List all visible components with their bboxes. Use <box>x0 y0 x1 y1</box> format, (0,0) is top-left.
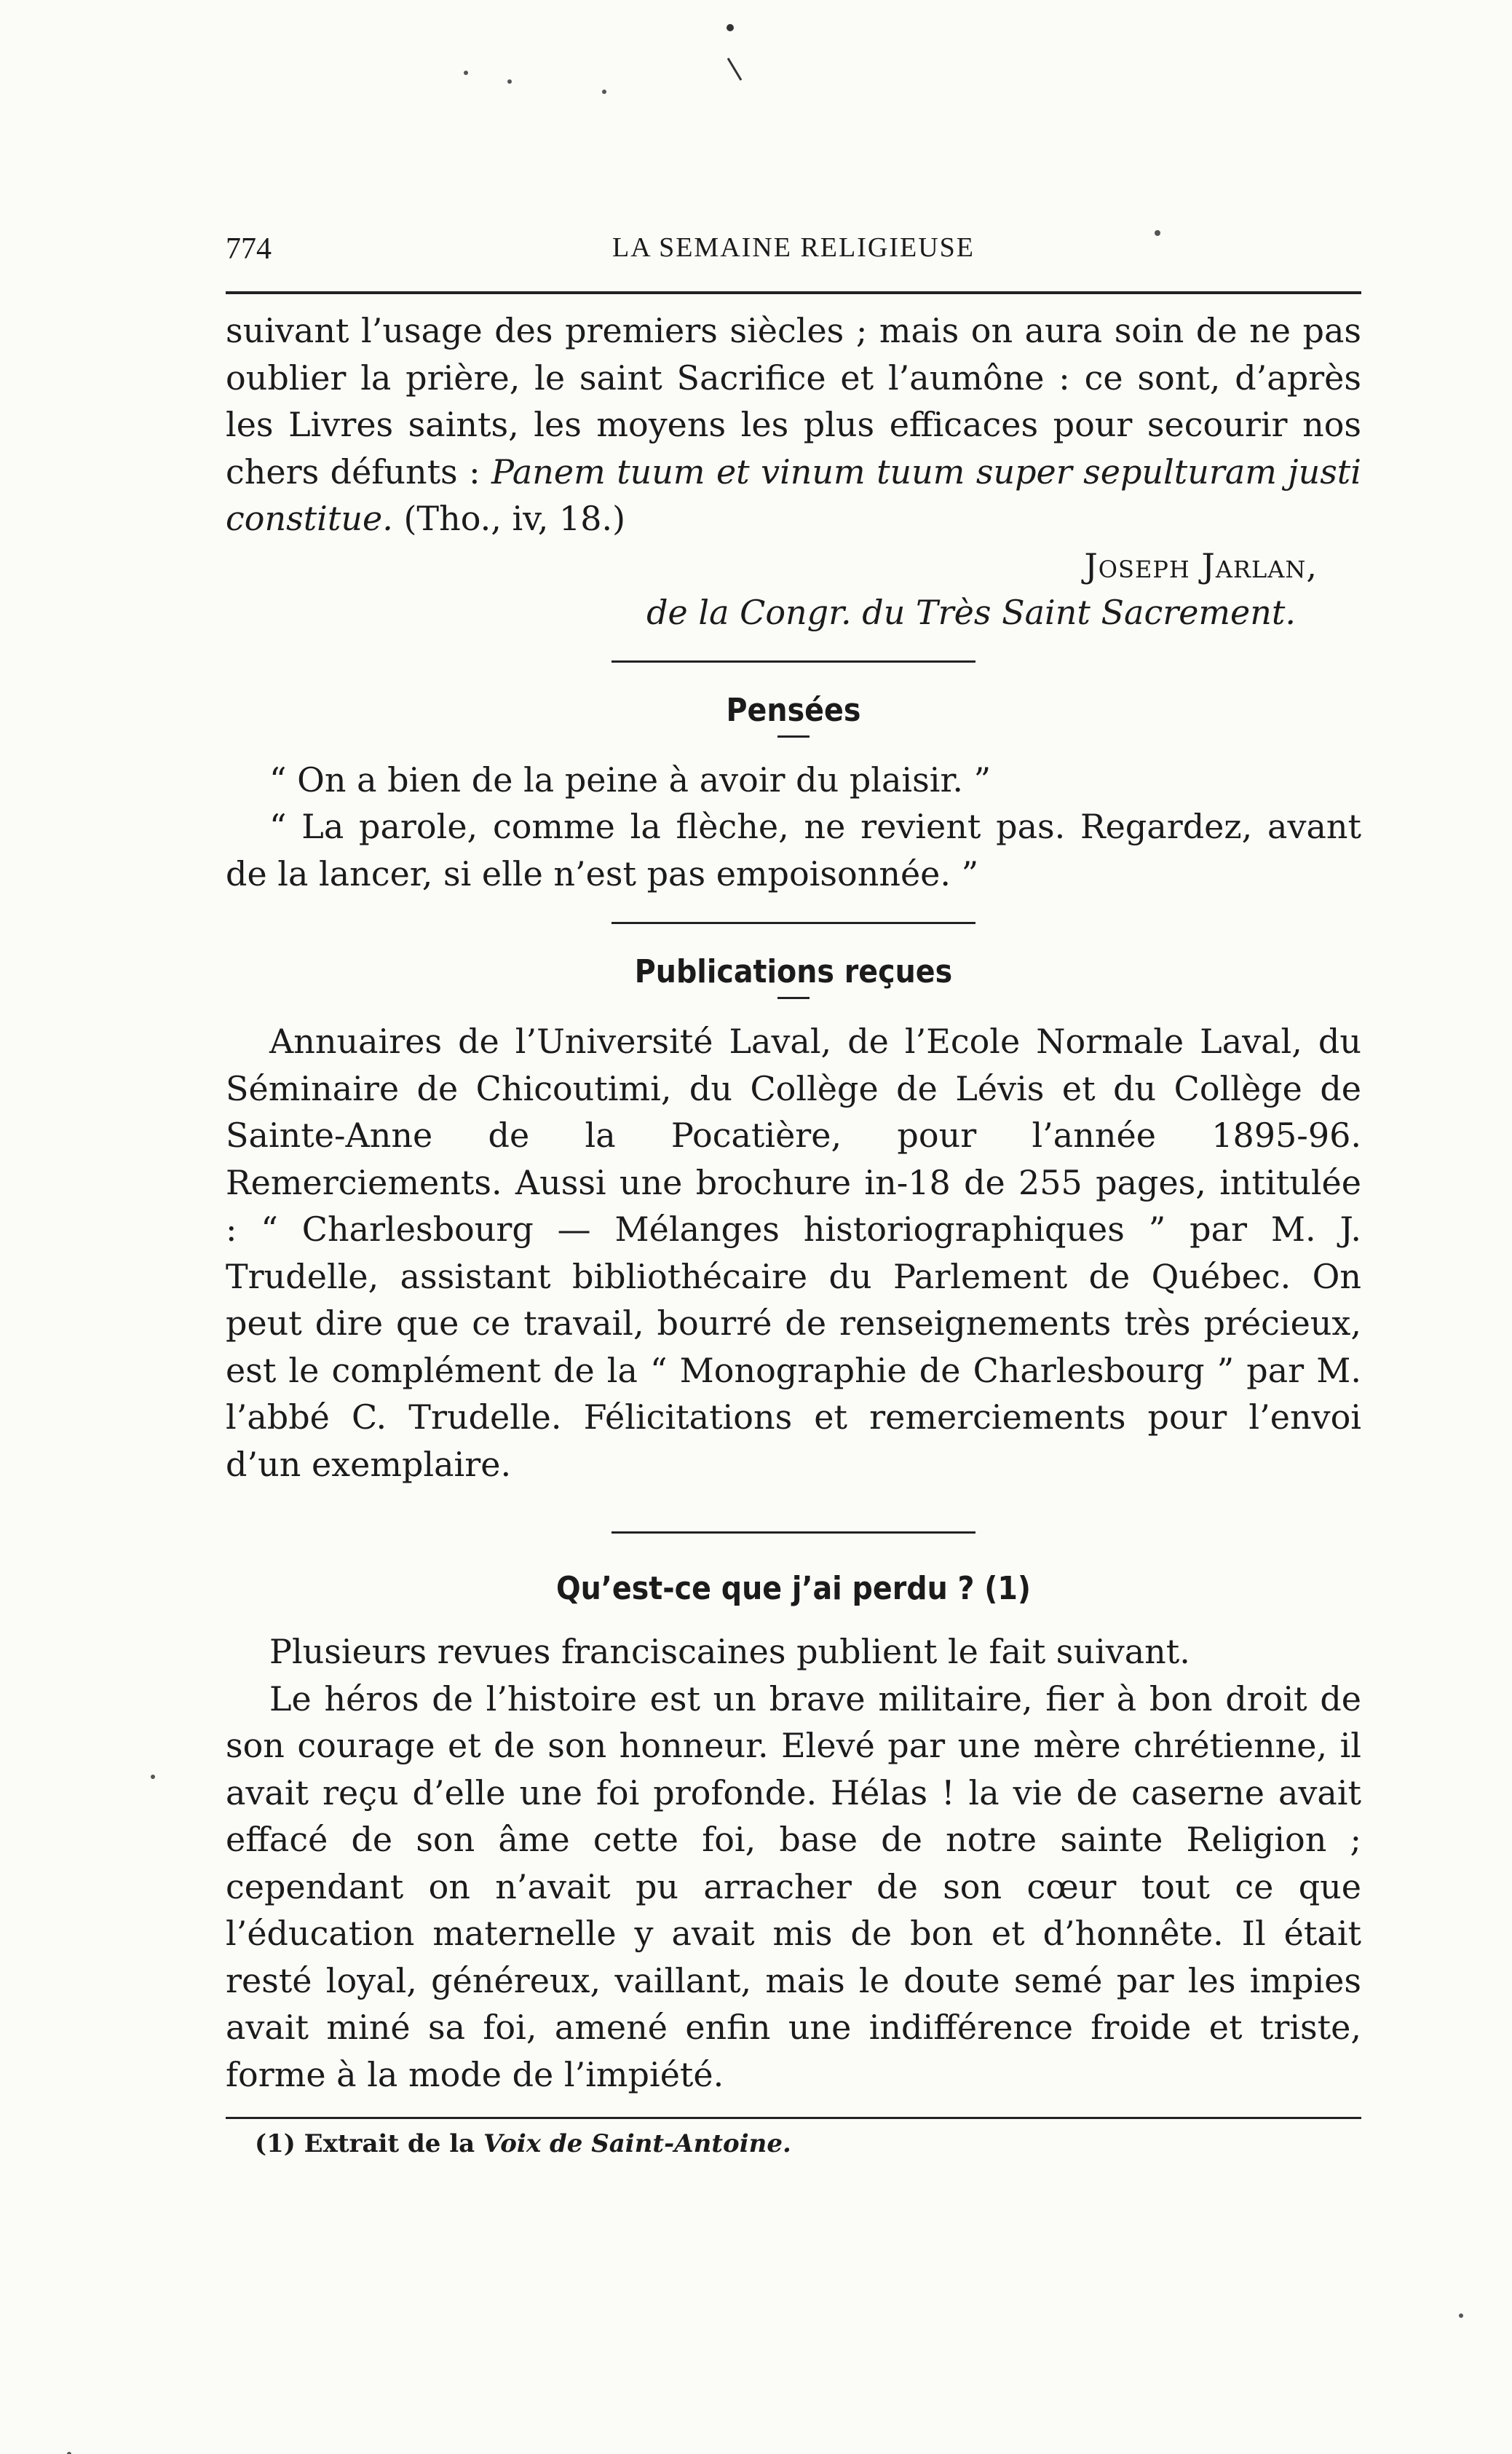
pensee-quote: “ La parole, comme la flèche, ne revient pas. Regardez, avant de la lancer, si elle n’est pas empoisonnée. ” <box>226 807 1361 893</box>
signature <box>226 543 1361 636</box>
publications-heading: Publications reçues <box>634 953 953 990</box>
section-divider <box>611 1531 975 1534</box>
page-number: 774 <box>226 232 272 266</box>
continuation-paragraph <box>226 307 1361 543</box>
article-paragraph: Plusieurs revues franciscaines publient le fait suivant. <box>269 1632 1190 1671</box>
running-head <box>226 218 1361 277</box>
footnote-rule <box>226 2117 1361 2119</box>
publications-paragraph: Annuaires de l’Université Laval, de l’Ecole Normale Laval, du Séminaire de Chicoutimi, du Collège de Lévis et du Collège de Sainte-Anne de la Pocatière, pour l’année 1895-96. Remerciements. Aussi une brochure in-18 de 255 pages, intitulée : “ Charlesbourg — Mélanges historiographiques ” par M. J. Trudelle, assistant bibliothécaire du Parlement de Québec. On peut dire que ce travail, bourré de renseignements très précieux, est le complément de la “ Monographie de Charlesbourg ” par M. l’abbé C. Trudelle. Félicitations et remerciements pour l’envoi d’un exemplaire. <box>226 1022 1361 1484</box>
scripture-reference: (Tho., iv, 18.) <box>403 499 626 538</box>
article-heading: Qu’est-ce que j’ai perdu ? (1) <box>555 1570 1031 1607</box>
pensees-heading: Pensées <box>726 691 861 729</box>
footnote-source: Voix de Saint-Antoine. <box>483 2129 791 2158</box>
heading-dash <box>777 735 810 738</box>
section-divider <box>611 660 975 663</box>
pensee-quote: “ On a bien de la peine à avoir du plaisir. ” <box>269 760 991 800</box>
signature-affiliation: de la Congr. du Très Saint Sacrement. <box>646 592 1296 632</box>
footnote <box>226 2129 1361 2158</box>
latin-quote: Panem tuum et vinum tuum super sepulturam justi constitue. <box>226 451 1361 538</box>
article-paragraph: Le héros de l’histoire est un brave militaire, fier à bon droit de son courage et de son honneur. Elevé par une mère chrétienne, il avait reçu d’elle une foi profonde. Hélas ! la vie de caserne avait effacé de son âme cette foi, base de notre sainte Religion ; cependant on n’avait pu arracher de son cœur tout ce que l’éducation maternelle y avait mis de bon et d’honnête. Il était resté loyal, généreux, vaillant, mais le doute semé par les impies avait miné sa foi, amené enfin une indifférence froide et triste, forme à la mode de l’impiété. <box>226 1678 1361 2094</box>
footnote-prefix: (1) Extrait de la <box>255 2129 475 2158</box>
section-divider <box>611 922 975 924</box>
running-title: LA SEMAINE RELIGIEUSE <box>612 232 975 263</box>
heading-dash <box>777 997 810 999</box>
book-page <box>226 218 1361 2158</box>
continuation-text: suivant l’usage des premiers siècles ; mais on aura soin de ne pas oublier la prière, le saint Sacrifice et l’aumône : ce sont, d’après les Livres saints, les moyens les plus efficaces pour secourir nos chers défunts : <box>226 311 1361 492</box>
header-rule <box>226 291 1361 294</box>
signature-name: Joseph Jarlan, <box>1084 545 1318 585</box>
